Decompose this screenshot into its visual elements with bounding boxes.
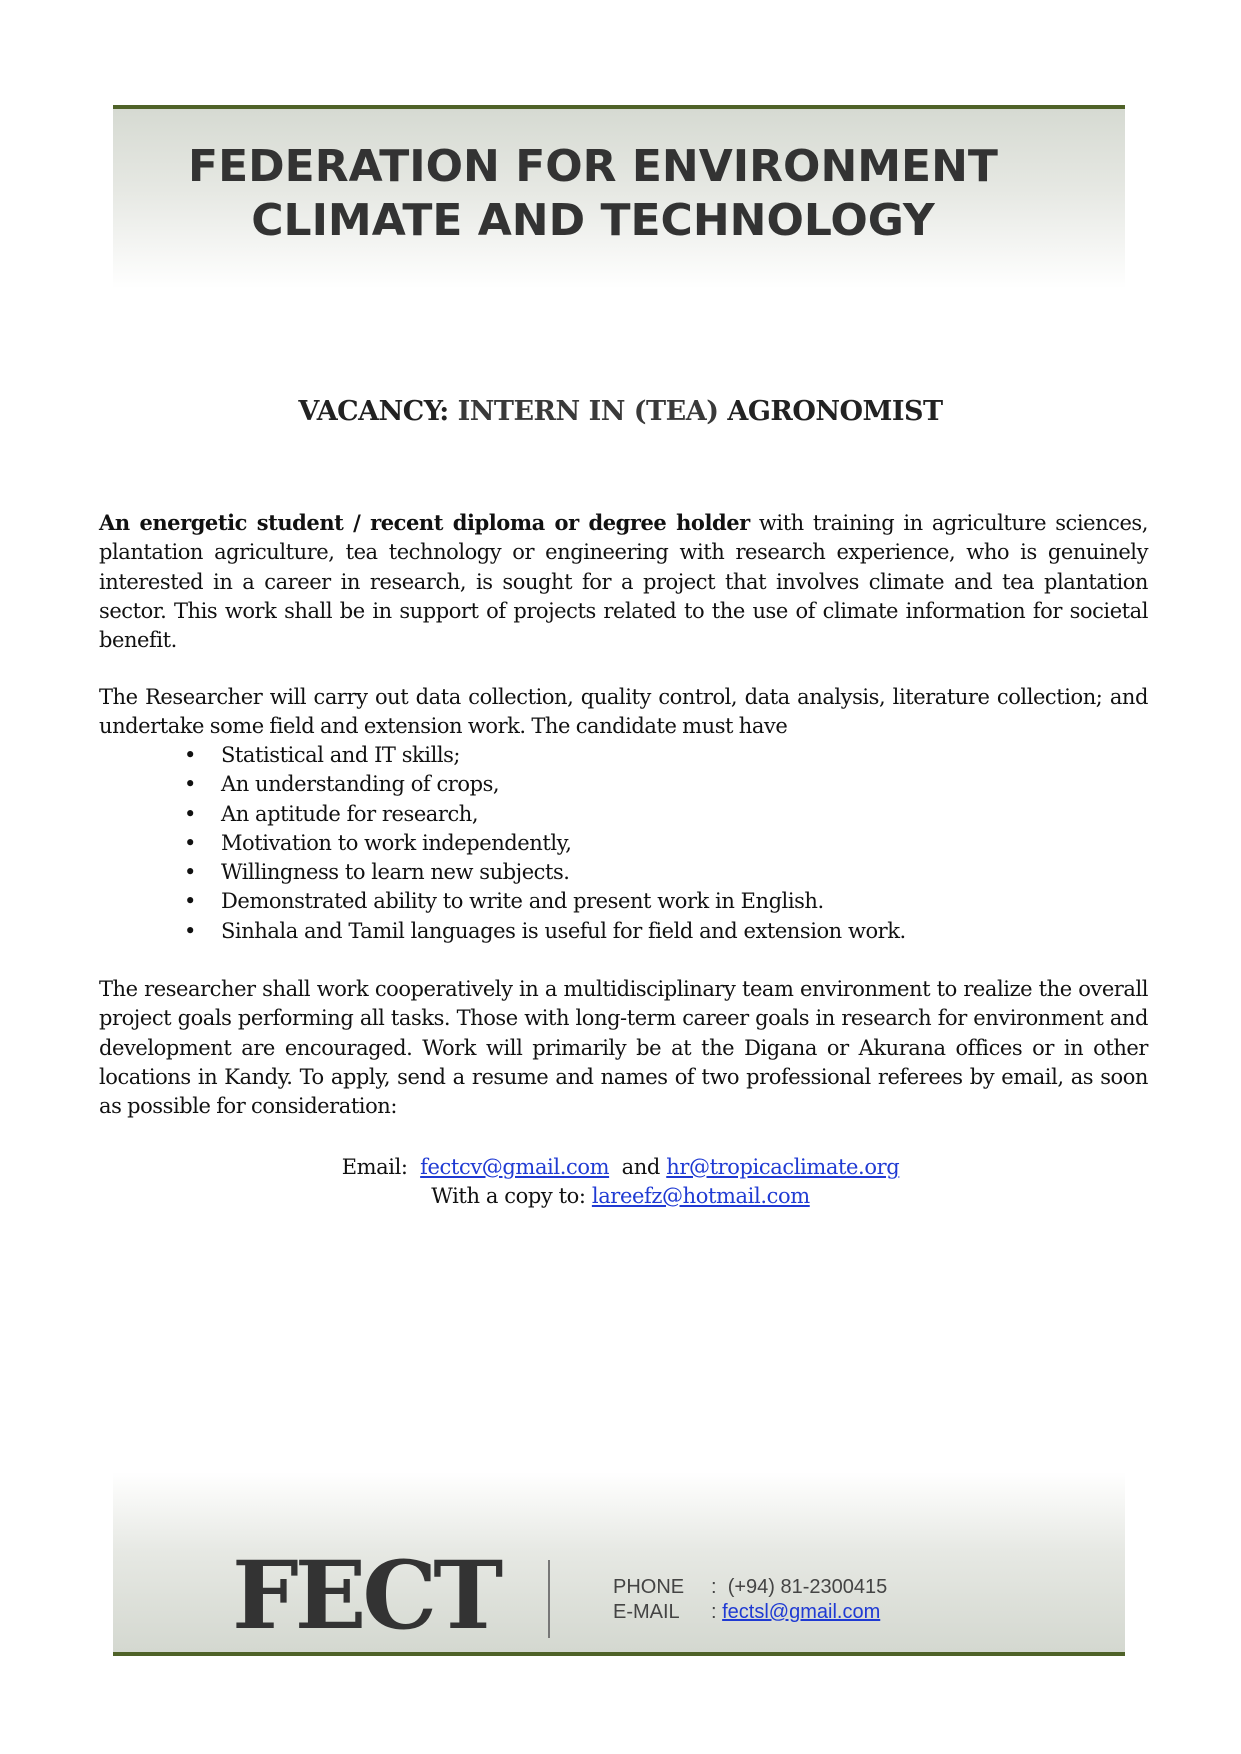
fect-logo: FECT xyxy=(232,1541,500,1651)
email-conjunction: and xyxy=(621,1155,660,1179)
apply-copy-line xyxy=(0,1184,1241,1208)
footer-email xyxy=(613,1601,880,1624)
list-item xyxy=(99,887,1148,916)
list-item xyxy=(99,917,1148,946)
requirements-list xyxy=(99,741,1148,946)
application-paragraph: The researcher shall work cooperatively in a multidisciplinary team environment to realize the overall project goals performing all tasks. Those with long-term career goals in research for environment and development are encouraged. Work will primarily be at the Digana or Akurana offices or in other locations in Kandy. To apply, send a resume and names of two professional referees by email, as soon as possible for consideration: xyxy=(99,977,1148,1119)
vacancy-suffix: AGRONOMIST xyxy=(727,396,943,427)
organization-title xyxy=(113,140,1125,248)
requirement-text: An understanding of crops, xyxy=(221,772,500,797)
intro-rest: with training in agriculture sciences, plantation agriculture, tea technology or engineering with research experience, who is genuinely interested in a career in research, is sought for a project that involves climate and tea plantation sector. This work shall be in support of projects related to the use of climate information for societal benefit. xyxy=(99,511,1148,653)
bullet-icon: • xyxy=(184,743,196,767)
requirement-text: An aptitude for research, xyxy=(221,801,479,826)
requirement-text: Statistical and IT skills; xyxy=(221,743,461,767)
phone-separator: : xyxy=(711,1576,717,1598)
bullet-icon: • xyxy=(184,860,196,885)
phone-value: (+94) 81-2300415 xyxy=(727,1576,888,1598)
footer-phone xyxy=(613,1576,887,1599)
bullet-icon: • xyxy=(184,801,196,826)
phone-label: PHONE xyxy=(613,1576,685,1598)
copy-label: With a copy to: xyxy=(431,1184,586,1208)
list-item xyxy=(99,858,1148,887)
duties-paragraph: The Researcher will carry out data collection, quality control, data analysis, literature collection; and undertake some field and extension work. The candidate must have xyxy=(99,685,1148,739)
organization-title-line2: CLIMATE AND TECHNOLOGY xyxy=(251,195,935,246)
requirement-text: Sinhala and Tamil languages is useful for field and extension work. xyxy=(221,918,906,943)
footer-divider xyxy=(548,1560,550,1638)
intro-paragraph xyxy=(99,508,1148,655)
bullet-icon: • xyxy=(184,889,196,914)
requirement-text: Willingness to learn new subjects. xyxy=(221,860,570,885)
email-footer-label: E-MAIL xyxy=(613,1601,680,1623)
vacancy-prefix: VACANCY: xyxy=(298,396,449,427)
requirement-text: Motivation to work independently, xyxy=(221,830,572,855)
vacancy-paren-close: ) xyxy=(706,396,719,427)
bullet-icon: • xyxy=(184,830,196,855)
email-label: Email: xyxy=(341,1155,408,1179)
list-item xyxy=(99,741,1148,770)
email-link-copy[interactable]: lareefz@hotmail.com xyxy=(591,1184,810,1208)
intro-bold-lead: An energetic student / recent diploma or degree holder xyxy=(99,510,750,535)
footer-email-link[interactable]: fectsl@gmail.com xyxy=(722,1601,881,1623)
bullet-icon: • xyxy=(184,772,196,797)
list-item xyxy=(99,829,1148,858)
requirement-text: Demonstrated ability to write and present work in English. xyxy=(221,889,824,914)
vacancy-title xyxy=(0,396,1241,427)
email-link-fectcv[interactable]: fectcv@gmail.com xyxy=(420,1155,610,1179)
apply-email-line xyxy=(0,1155,1241,1179)
bullet-icon: • xyxy=(184,918,196,943)
email-link-hr[interactable]: hr@tropicaclimate.org xyxy=(666,1155,900,1179)
list-item xyxy=(99,800,1148,829)
list-item xyxy=(99,770,1148,799)
organization-title-line1: FEDERATION FOR ENVIRONMENT xyxy=(188,141,998,192)
email-footer-separator: : xyxy=(711,1601,717,1623)
vacancy-role: INTERN IN (TEA xyxy=(457,396,707,427)
